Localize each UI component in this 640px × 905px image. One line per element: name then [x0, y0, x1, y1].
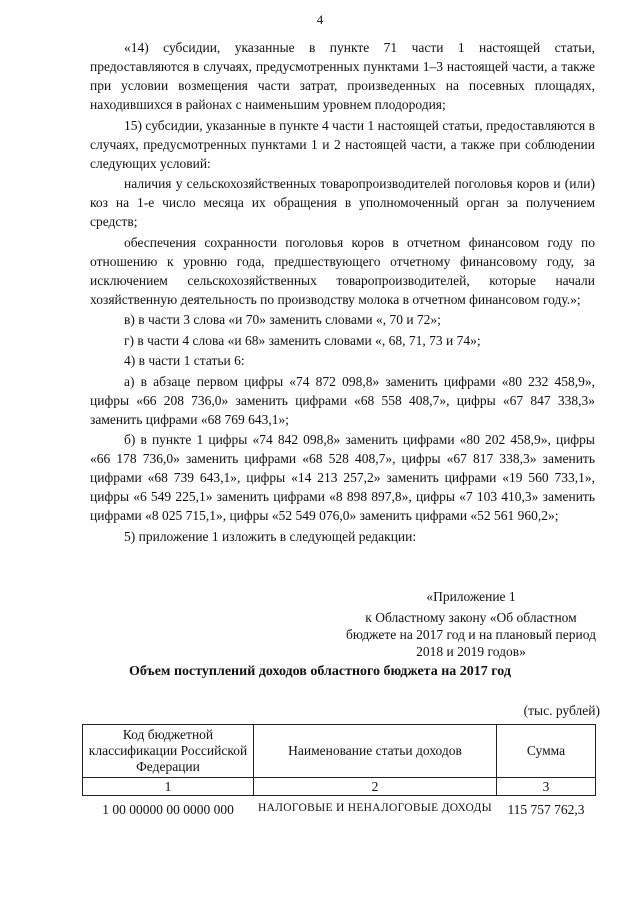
table-column-numbers-row: [83, 778, 596, 796]
column-number-3: 3: [497, 778, 596, 796]
row-amount: 115 757 762,3: [507, 802, 585, 817]
header-amount: Сумма: [497, 725, 596, 778]
paragraph-amend-part4: г) в части 4 слова «и 68» заменить словами «, 68, 71, 73 и 74»;: [124, 332, 481, 348]
paragraph-article6-a: а) в абзаце первом цифры «74 872 098,8» заменить цифрами «80 232 458,9», цифры «66 208 736,0» заменить цифрами «68 558 408,7», цифры «67 847 338,3» заменить цифрами «68 769 643,1»;: [90, 373, 595, 427]
paragraph-subsidy-15: 15) субсидии, указанные в пункте 4 части 1 настоящей статьи, предоставляются в случаях, предусмотренных пунктами 1 и 2 настоящей части, а также при соблюдении следующих условий:: [90, 117, 595, 171]
column-number-1: 1: [83, 778, 254, 796]
paragraph-condition-preservation: обеспечения сохранности поголовья коров в отчетном финансовом году по отношению к уровню года, предшествующего отчетному финансовому году, за исключением сельскохозяйственных товаропроизводителей, которые начали хозяйственную деятельность по производству молока в отчетном финансовом году.»;: [90, 234, 595, 307]
column-number-2: 2: [254, 778, 497, 796]
appendix-heading: «Приложение 1: [426, 589, 516, 604]
appendix-subtitle: к Областному закону «Об областном бюджете на 2017 год и на плановый период 2018 и 2019 годов»: [346, 610, 596, 659]
document-body: [90, 38, 595, 547]
table-units: (тыс. рублей): [523, 703, 600, 718]
row-name: НАЛОГОВЫЕ И НЕНАЛОГОВЫЕ ДОХОДЫ: [257, 802, 493, 814]
table-header-row: [83, 725, 596, 778]
page-number: 4: [316, 12, 324, 27]
paragraph-appendix-intro: 5) приложение 1 изложить в следующей редакции:: [124, 528, 417, 544]
paragraph-amend-part3: в) в части 3 слова «и 70» заменить словами «, 70 и 72»;: [124, 312, 441, 327]
header-name: Наименование статьи доходов: [254, 725, 497, 778]
paragraph-subsidy-14: «14) субсидии, указанные в пункте 71 части 1 настоящей статьи, предоставляются в случаях, предусмотренных пунктами 1–3 настоящей части, а также при условии возмещения части затрат, произведенных на посевных площадях, находившихся в районах с наименьшим уровнем плодородия;: [90, 40, 595, 112]
header-code: Код бюджетной классификации Российской Федерации: [83, 725, 254, 778]
appendix-header: [340, 588, 602, 660]
revenue-table: [82, 724, 596, 818]
paragraph-article6: 4) в части 1 статьи 6:: [124, 353, 245, 368]
table-title: Объем поступлений доходов областного бюджета на 2017 год: [129, 664, 511, 679]
row-code: 1 00 00000 00 0000 000: [102, 802, 234, 817]
paragraph-condition-livestock: наличия у сельскохозяйственных товаропроизводителей поголовья коров и (или) коз на 1-е число месяца их обращения в уполномоченный орган за получением средств;: [90, 176, 595, 229]
table-row: [83, 796, 596, 819]
paragraph-article6-b: б) в пункте 1 цифры «74 842 098,8» заменить цифрами «80 202 458,9», цифры «66 178 736,0» заменить цифрами «68 528 408,7», цифры «67 817 338,3» заменить цифрами «68 739 643,1», цифры «14 213 257,2» заменить цифрами «19 560 733,1», цифры «6 549 225,1» заменить цифрами «8 898 897,8», цифры «7 103 410,3» заменить цифрами «8 025 715,1», цифры «52 549 076,0» заменить цифрами «52 561 960,2»;: [90, 432, 595, 523]
